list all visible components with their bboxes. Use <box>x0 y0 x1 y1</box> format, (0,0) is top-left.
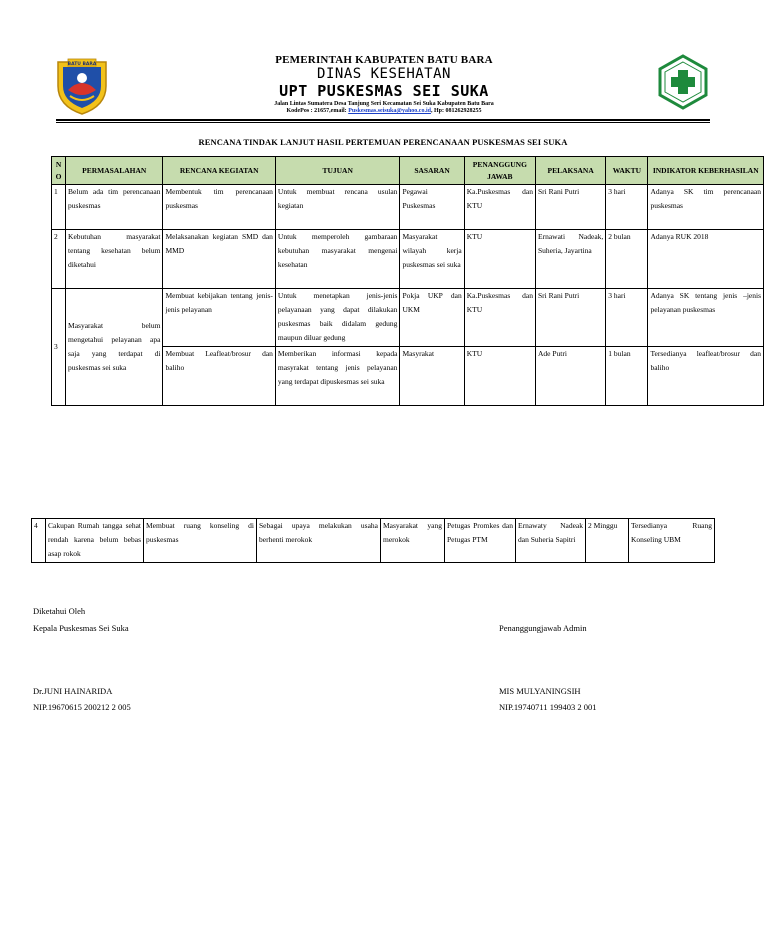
col-header-pj: PENANGGUNG JAWAB <box>464 157 535 185</box>
cell-waktu: 1 bulan <box>606 347 648 406</box>
sig-left-line1: Diketahui Oleh <box>33 606 86 616</box>
cell-kegiatan: Membuat Leafleat/brosur dan baliho <box>163 347 275 406</box>
header-rule <box>56 119 710 121</box>
health-green-cross-emblem <box>655 54 711 110</box>
cell-waktu: 3 hari <box>606 185 648 230</box>
cell-tujuan: Untuk membuat rencana usulan kegiatan <box>275 185 400 230</box>
address-line: Jalan Lintas Sumatera Desa Tanjung Seri Kecamatan Sei Suka Kabupaten Batu Bara <box>274 101 494 107</box>
sig-right-line1: Penanggungjawab Admin <box>499 623 587 633</box>
cell-no: 2 <box>52 230 66 289</box>
cell-no: 1 <box>52 185 66 230</box>
action-plan-table-continued <box>31 518 715 563</box>
cell-pelaksana: Sri Rani Putri <box>536 185 606 230</box>
sig-left-name: Dr.JUNI HAINARIDA <box>33 686 113 696</box>
government-line: PEMERINTAH KABUPATEN BATU BARA <box>275 54 493 66</box>
cell-tujuan: Memberikan informasi kepada masyrakat tentang jenis pelayanan yang terdapat dipuskesmas sei suka <box>275 347 400 406</box>
cell-indikator: Tersedianya Ruang Konseling UBM <box>629 519 715 563</box>
cell-permasalahan: Cakupan Rumah tangga sehat rendah karena belum bebas asap rokok <box>46 519 144 563</box>
sig-left-nip: NIP.19670615 200212 2 005 <box>33 702 131 712</box>
table-row <box>52 230 764 289</box>
department-line: DINAS KESEHATAN <box>317 66 451 82</box>
table-row <box>32 519 715 563</box>
institution-line: UPT PUSKESMAS SEI SUKA <box>279 82 489 100</box>
cell-tujuan: Untuk menetapkan jenis-jenis pelayanaan yang dapat dilakukan puskesmas baik didalam gedung maupun diluar gedung <box>275 289 400 347</box>
postcode-text: KodePos : 21657,email: <box>286 108 349 114</box>
cell-kegiatan: Membuat kebijakan tentang jenis-jenis pelayanan <box>163 289 275 347</box>
col-header-permasalahan: PERMASALAHAN <box>66 157 163 185</box>
cell-sasaran: Pokja UKP dan UKM <box>400 289 464 347</box>
cell-pelaksana: Ade Putri <box>536 347 606 406</box>
cell-sasaran: Masyarakat yang merokok <box>381 519 445 563</box>
header-rule-thin <box>56 122 710 123</box>
sig-left-line2: Kepala Puskesmas Sei Suka <box>33 623 129 633</box>
table-row <box>52 289 764 347</box>
cell-tujuan: Sebagai upaya melakukan usaha berhenti merokok <box>257 519 381 563</box>
emblem-text: BATU BARA <box>67 62 97 67</box>
cell-tujuan: Untuk memperoleh gambaraan kebutuhan masyarakat mengenai kesehatan <box>275 230 400 289</box>
phone-text: , Hp: 081262928255 <box>430 108 482 114</box>
col-header-kegiatan: RENCANA KEGIATAN <box>163 157 275 185</box>
cell-waktu: 2 bulan <box>606 230 648 289</box>
cell-pelaksana: Ernawati Nadeak, Suheria, Jayartina <box>536 230 606 289</box>
cell-indikator: Adanya RUK 2018 <box>648 230 764 289</box>
action-plan-table <box>51 156 764 406</box>
cell-waktu: 2 Minggu <box>586 519 629 563</box>
col-header-waktu: WAKTU <box>606 157 648 185</box>
cell-pj: Ka.Puskesmas dan KTU <box>464 185 535 230</box>
cell-pj: KTU <box>464 347 535 406</box>
cell-kegiatan: Membuat ruang konseling di puskesmas <box>144 519 257 563</box>
cell-indikator: Adanya SK tim perencanaan puskesmas <box>648 185 764 230</box>
table-row <box>52 185 764 230</box>
contact-line <box>150 108 618 114</box>
cell-pelaksana: Sri Rani Putri <box>536 289 606 347</box>
cell-sasaran: Masyarakat wilayah kerja puskesmas sei suka <box>400 230 464 289</box>
cell-kegiatan: Membentuk tim perencanaan puskesmas <box>163 185 275 230</box>
cell-no: 3 <box>52 289 66 406</box>
cell-permasalahan: Masyarakat belum mengetahui pelayanan apa saja yang terdapat di puskesmas sei suka <box>66 289 163 406</box>
cell-sasaran: Masyrakat <box>400 347 464 406</box>
batu-bara-regency-emblem <box>54 56 110 116</box>
col-header-no: N O <box>52 157 66 185</box>
sig-right-nip: NIP.19740711 199403 2 001 <box>499 702 597 712</box>
cell-sasaran: Pegawai Puskesmas <box>400 185 464 230</box>
cell-indikator: Adanya SK tentang jenis –jenis pelayanan puskesmas <box>648 289 764 347</box>
col-header-indikator: INDIKATOR KEBERHASILAN <box>648 157 764 185</box>
cell-waktu: 3 hari <box>606 289 648 347</box>
cell-pj: Ka.Puskesmas dan KTU <box>464 289 535 347</box>
cell-permasalahan: Kebutuhan masyarakat tentang kesehatan belum diketahui <box>66 230 163 289</box>
cell-pj: KTU <box>464 230 535 289</box>
document-title: RENCANA TINDAK LANJUT HASIL PERTEMUAN PERENCANAAN PUSKESMAS SEI SUKA <box>198 137 568 147</box>
cell-pelaksana: Ernawaty Nadeak dan Suheria Sapitri <box>516 519 586 563</box>
email-link[interactable]: Puskesmas.seisuka@yahoo.co.id <box>348 108 431 114</box>
cell-pj: Petugas Promkes dan Petugas PTM <box>445 519 516 563</box>
sig-right-name: MIS MULYANINGSIH <box>499 686 581 696</box>
col-header-sasaran: SASARAN <box>400 157 464 185</box>
table-header-row <box>52 157 764 185</box>
col-header-tujuan: TUJUAN <box>275 157 400 185</box>
cell-no: 4 <box>32 519 46 563</box>
cell-permasalahan: Belum ada tim perencanaan puskesmas <box>66 185 163 230</box>
cell-kegiatan: Melaksanakan kegiatan SMD dan MMD <box>163 230 275 289</box>
col-header-pelaksana: PELAKSANA <box>536 157 606 185</box>
cell-indikator: Tersedianya leafleat/brosur dan baliho <box>648 347 764 406</box>
